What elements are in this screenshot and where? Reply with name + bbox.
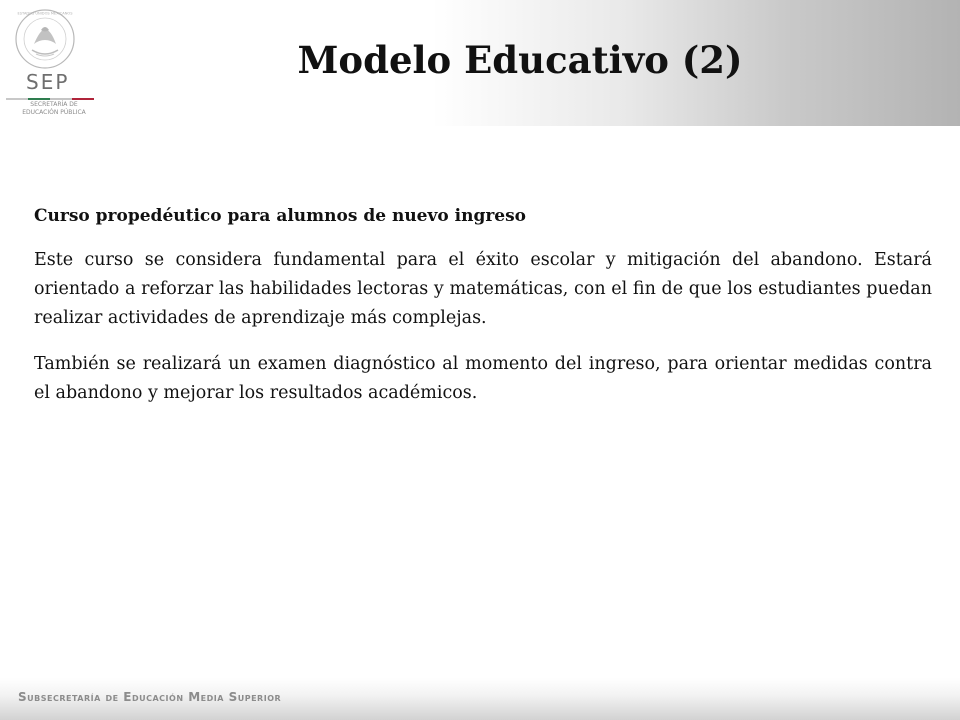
sep-logo [0, 0, 110, 126]
seal-text: ESTADOS UNIDOS MEXICANOS [17, 11, 73, 16]
sep-subtitle-line1: SECRETARÍA DE [30, 101, 78, 108]
body-paragraph-2: También se realizará un examen diagnóstico al momento del ingreso, para orientar medidas contra el abandono y mejorar los resultados académicos. [34, 354, 932, 403]
rule-segment [72, 98, 94, 100]
sep-subtitle [14, 101, 94, 117]
mexican-coat-of-arms-icon [14, 8, 76, 70]
slide-title: Modelo Educativo (2) [297, 38, 743, 82]
body-paragraph-1: Este curso se considera fundamental para el éxito escolar y mitigación del abandono. Estará orientado a reforzar las habilidades lectoras y matemáticas, con el fin de que los estudiantes puedan realizar actividades de aprendizaje más complejas. [34, 250, 932, 328]
slide-body [34, 206, 932, 425]
section-subtitle: Curso propedéutico para alumnos de nuevo ingreso [34, 206, 527, 226]
footer-text: Subsecretaría de Educación Media Superior [18, 690, 282, 704]
rule-segment [6, 98, 28, 100]
rule-segment [50, 98, 72, 100]
sep-wordmark: SEP [26, 70, 70, 94]
sep-color-rule [6, 98, 94, 100]
sep-subtitle-line2: EDUCACIÓN PÚBLICA [22, 109, 86, 116]
rule-segment [28, 98, 50, 100]
slide-header [0, 0, 960, 126]
